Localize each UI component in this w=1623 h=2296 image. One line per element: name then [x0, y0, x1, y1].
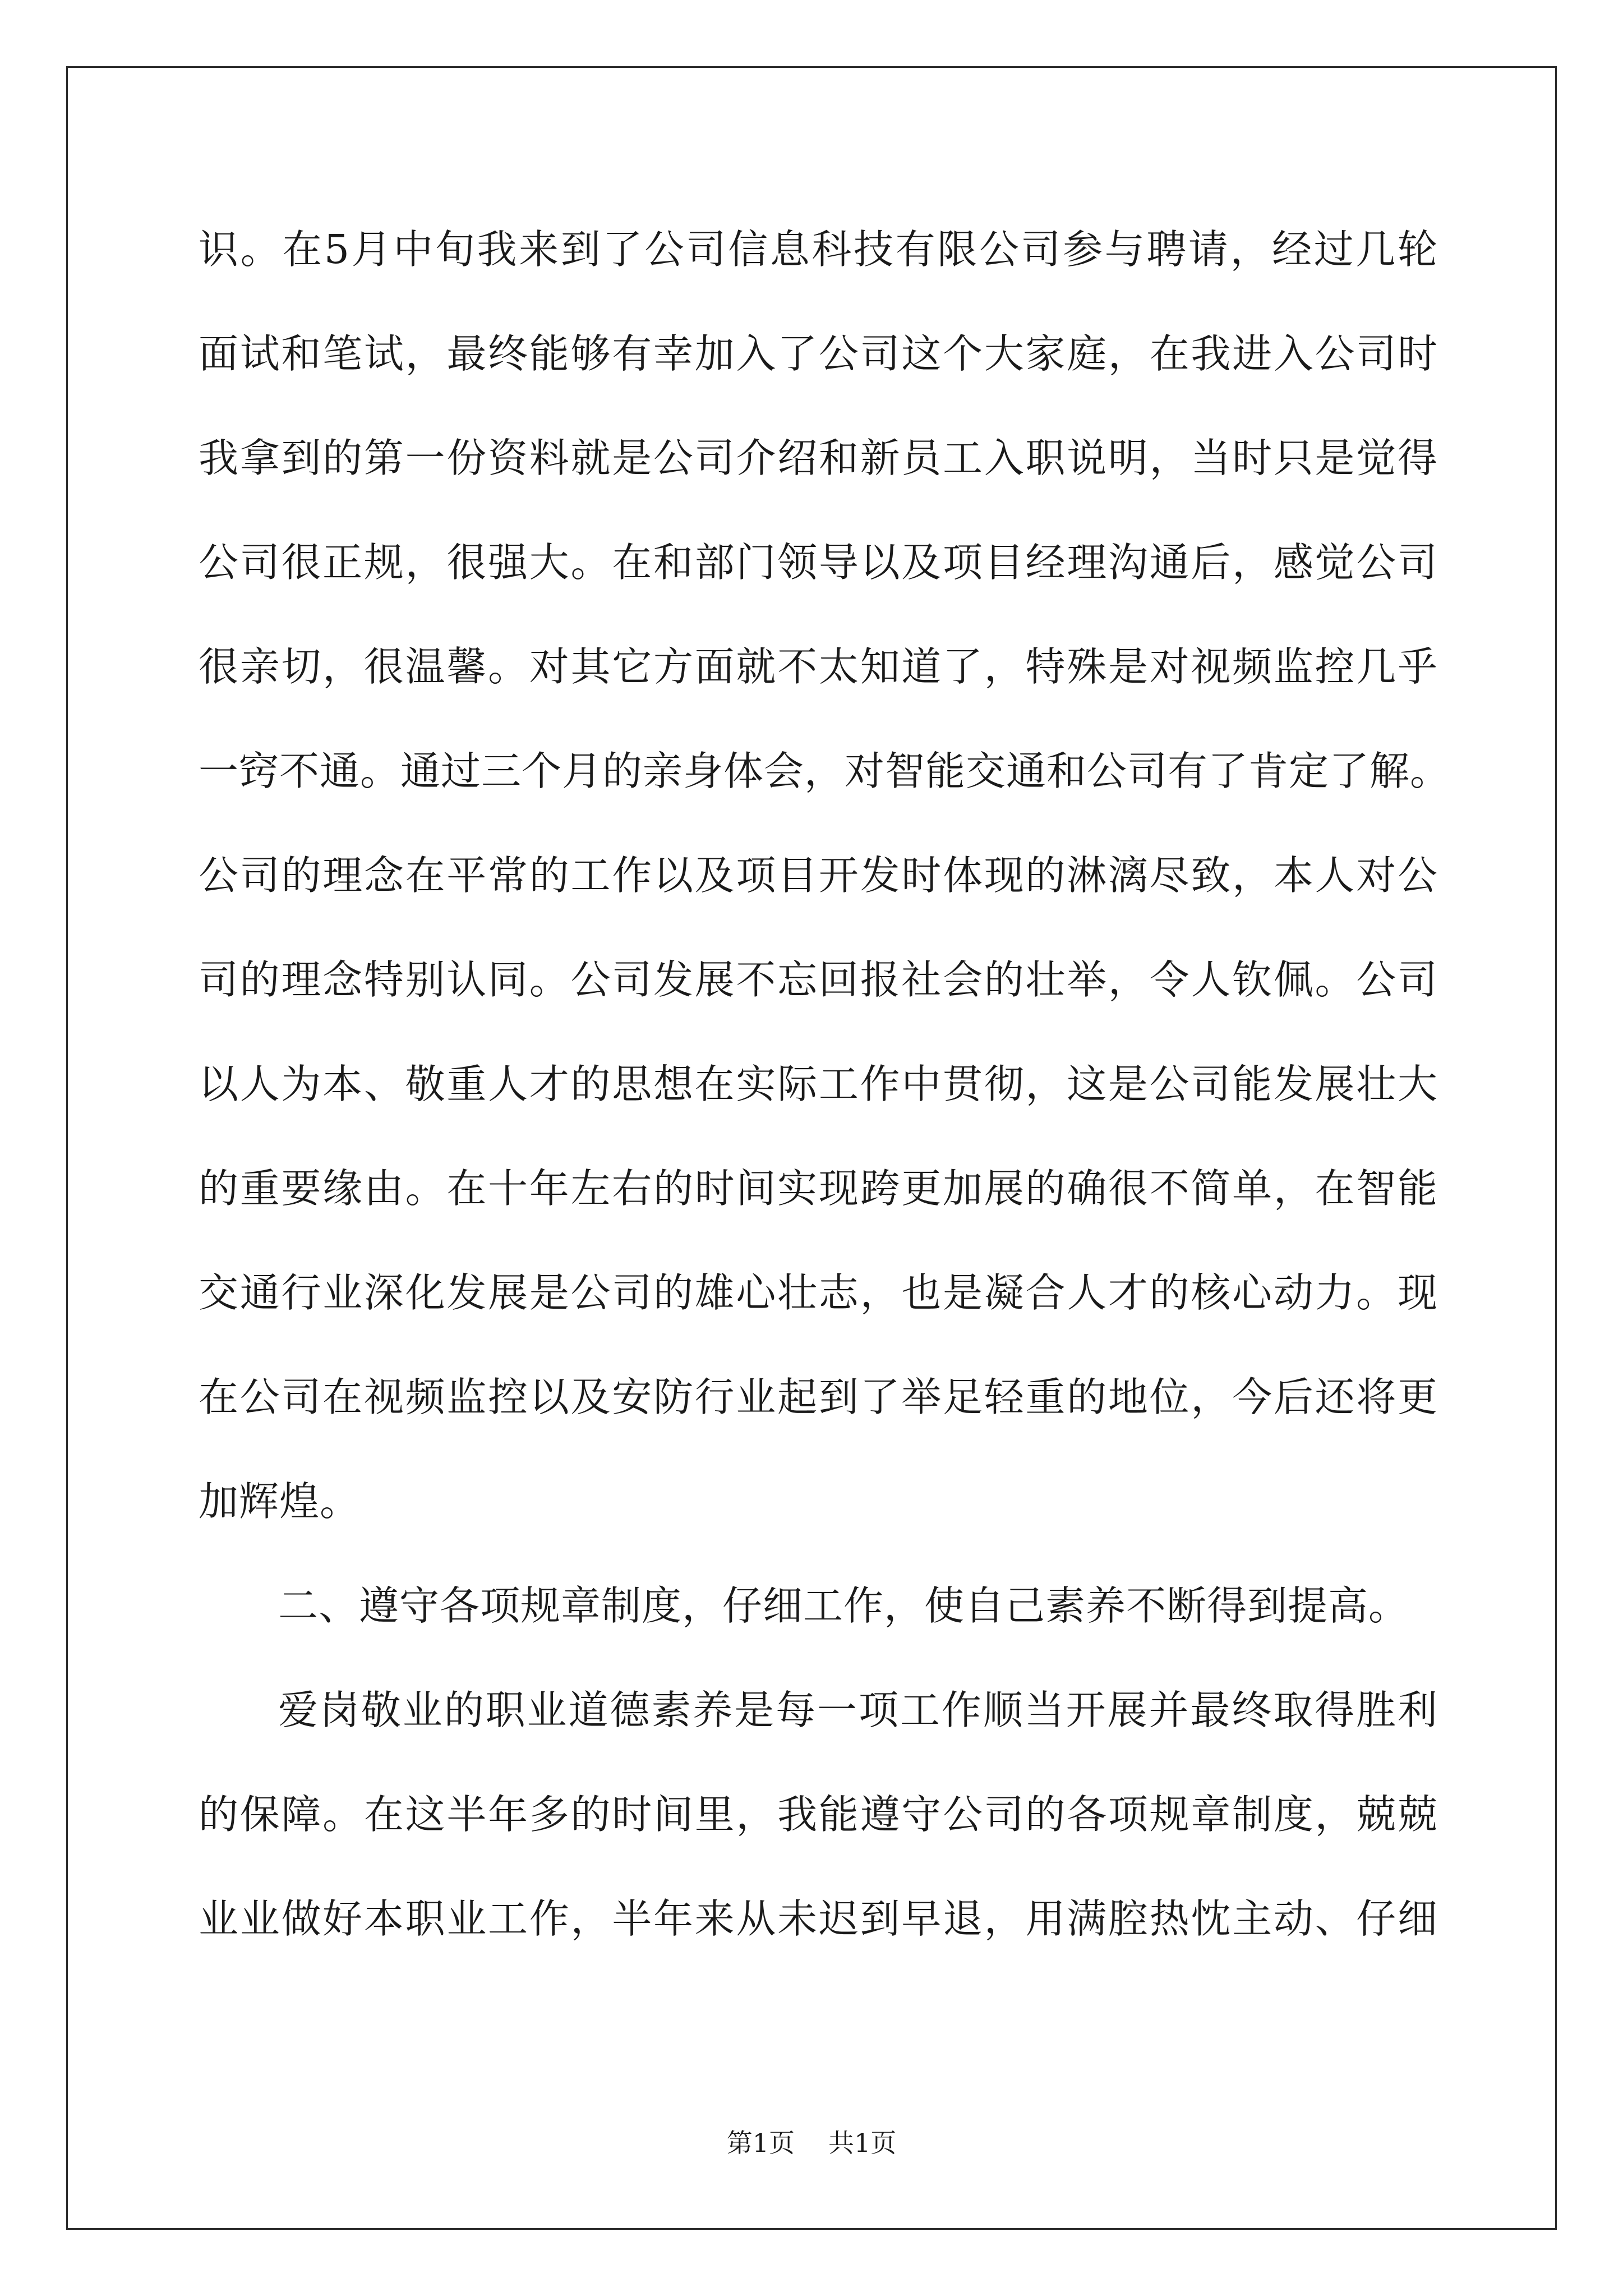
text-line: 公司的理念在平常的工作以及项目开发时体现的淋漓尽致，本人对公 — [199, 852, 1438, 899]
document-body — [199, 197, 1451, 1971]
text-line: 一窍不通。通过三个月的亲身体会，对智能交通和公司有了肯定了解。 — [199, 748, 1451, 794]
page-total: 共1页 — [828, 2128, 897, 2158]
text-line: 爱岗敬业的职业道德素养是每一项工作顺当开展并最终取得胜利 — [278, 1687, 1438, 1733]
text-line: 的重要缘由。在十年左右的时间实现跨更加展的确很不简单，在智能 — [199, 1165, 1438, 1212]
text-line: 的保障。在这半年多的时间里，我能遵守公司的各项规章制度，兢兢 — [199, 1791, 1438, 1838]
text-line: 很亲切，很温馨。对其它方面就不太知道了，特殊是对视频监控几乎 — [199, 643, 1438, 690]
text-line: 我拿到的第一份资料就是公司介绍和新员工入职说明，当时只是觉得 — [199, 435, 1438, 481]
text-line: 司的理念特别认同。公司发展不忘回报社会的壮举，令人钦佩。公司 — [199, 956, 1438, 1003]
text-line: 在公司在视频监控以及安防行业起到了举足轻重的地位，今后还将更 — [199, 1374, 1438, 1420]
text-line: 公司很正规，很强大。在和部门领导以及项目经理沟通后，感觉公司 — [199, 539, 1438, 586]
text-line: 加辉煌。 — [199, 1478, 361, 1525]
text-line: 识。在5月中旬我来到了公司信息科技有限公司参与聘请，经过几轮 — [199, 226, 1438, 273]
section-heading: 二、遵守各项规章制度，仔细工作，使自己素养不断得到提高。 — [278, 1582, 1409, 1629]
text-line: 以人为本、敬重人才的思想在实际工作中贯彻，这是公司能发展壮大 — [199, 1061, 1438, 1107]
text-line: 交通行业深化发展是公司的雄心壮志，也是凝合人才的核心动力。现 — [199, 1269, 1438, 1316]
page-footer — [0, 2126, 1623, 2160]
text-line: 面试和笔试，最终能够有幸加入了公司这个大家庭，在我进入公司时 — [199, 330, 1438, 377]
page-number: 第1页 — [726, 2128, 795, 2158]
text-line: 业业做好本职业工作，半年来从未迟到早退，用满腔热忱主动、仔细 — [199, 1895, 1438, 1942]
